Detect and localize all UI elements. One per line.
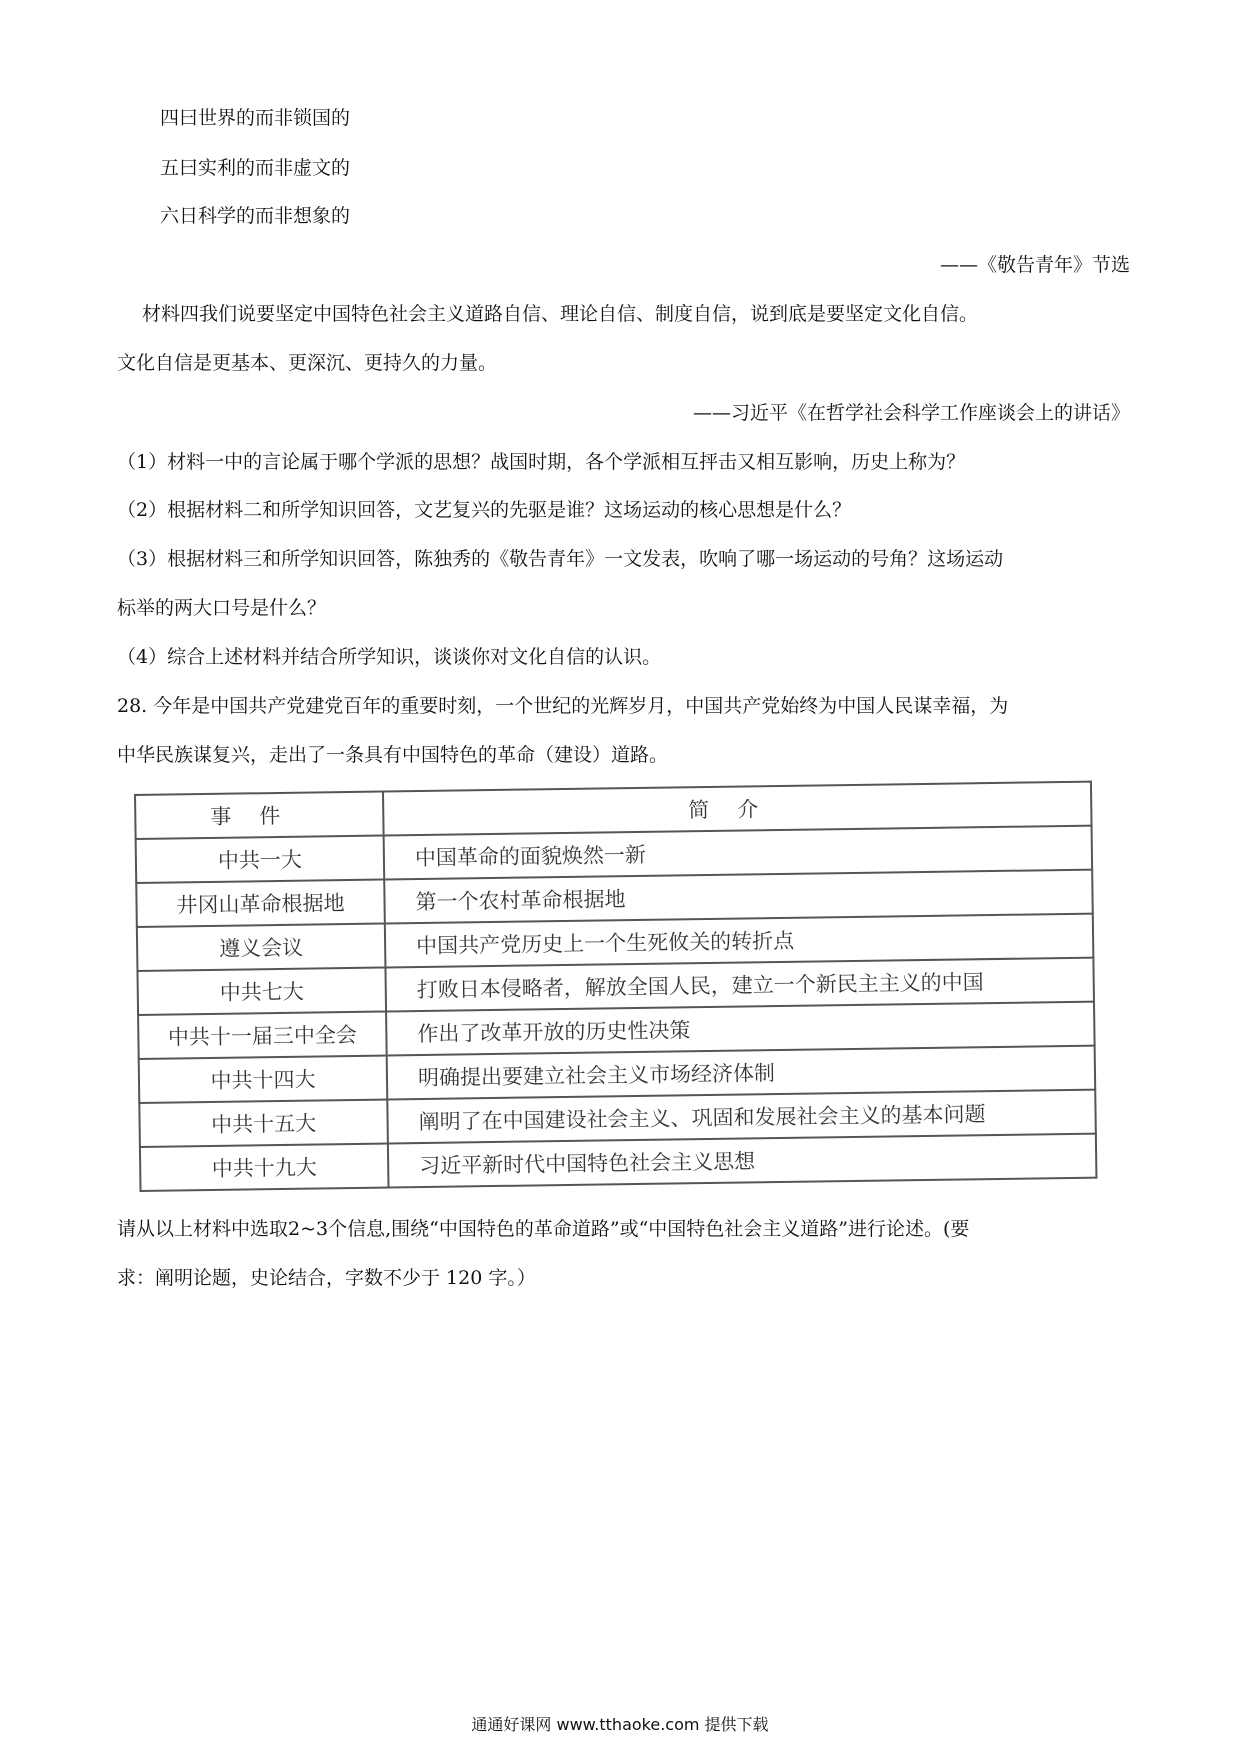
task-instruction: 请从以上材料中选取2~3个信息,围绕“中国特色的革命道路”或“中国特色社会主义道路”进行论述。(要 — [117, 1218, 970, 1240]
question-3-cont: 标举的两大口号是什么？ — [117, 597, 327, 619]
material4-text: 材料四我们说要坚定中国特色社会主义道路自信、理论自信、制度自信，说到底是要坚定文化自信。 — [142, 303, 979, 325]
events-table — [134, 781, 1097, 1192]
material4-source: ——习近平《在哲学社会科学工作座谈会上的讲话》 — [692, 402, 1130, 424]
question-4: （4）综合上述材料并结合所学知识，谈谈你对文化自信的认识。 — [117, 646, 662, 668]
event-cell: 中共十五大 — [139, 1099, 388, 1146]
material3-line: 四曰世界的而非锁国的 — [160, 107, 351, 129]
material3-line: 五曰实利的而非虚文的 — [160, 157, 351, 179]
question-1: （1）材料一中的言论属于哪个学派的思想？战国时期，各个学派相互抨击又相互影响，历史上称为？ — [117, 451, 966, 473]
summary-cell: 第一个农村革命根据地 — [384, 870, 1093, 924]
material4-text: 文化自信是更基本、更深沉、更持久的力量。 — [117, 352, 498, 374]
summary-cell: 中国共产党历史上一个生死攸关的转折点 — [385, 914, 1094, 968]
summary-cell: 打败日本侵略者，解放全国人民，建立一个新民主主义的中国 — [385, 958, 1094, 1012]
summary-cell: 阐明了在中国建设社会主义、巩固和发展社会主义的基本问题 — [387, 1090, 1096, 1144]
material3-source: ——《敬告青年》节选 — [939, 254, 1130, 276]
header-event: 事件 — [135, 792, 384, 839]
question-28-cont: 中华民族谋复兴，走出了一条具有中国特色的革命（建设）道路。 — [117, 744, 669, 766]
event-cell: 井冈山革命根据地 — [136, 880, 385, 927]
event-cell: 中共十九大 — [140, 1143, 389, 1190]
page-footer: 通通好课网 www.tthaoke.com 提供下载 — [471, 1715, 769, 1734]
event-cell: 中共十一届三中全会 — [138, 1012, 387, 1059]
summary-cell: 作出了改革开放的历史性决策 — [386, 1002, 1095, 1056]
summary-cell: 中国革命的面貌焕然一新 — [384, 826, 1093, 880]
header-summary: 简介 — [383, 782, 1092, 836]
material3-line: 六日科学的而非想象的 — [160, 205, 351, 227]
event-cell: 遵义会议 — [137, 924, 386, 971]
task-instruction-cont: 求：阐明论题，史论结合，字数不少于 120 字。） — [117, 1267, 536, 1289]
summary-cell: 习近平新时代中国特色社会主义思想 — [388, 1134, 1097, 1188]
question-28: 28. 今年是中国共产党建党百年的重要时刻，一个世纪的光辉岁月，中国共产党始终为中国人民谋幸福，为 — [117, 695, 1009, 717]
event-cell: 中共七大 — [137, 968, 386, 1015]
question-3: （3）根据材料三和所学知识回答，陈独秀的《敬告青年》一文发表，吹响了哪一场运动的号角？这场运动 — [117, 548, 1004, 570]
summary-cell: 明确提出要建立社会主义市场经济体制 — [387, 1046, 1096, 1100]
event-cell: 中共十四大 — [139, 1055, 388, 1102]
question-2: （2）根据材料二和所学知识回答，文艺复兴的先驱是谁？这场运动的核心思想是什么？ — [117, 499, 852, 521]
event-cell: 中共一大 — [136, 836, 385, 883]
